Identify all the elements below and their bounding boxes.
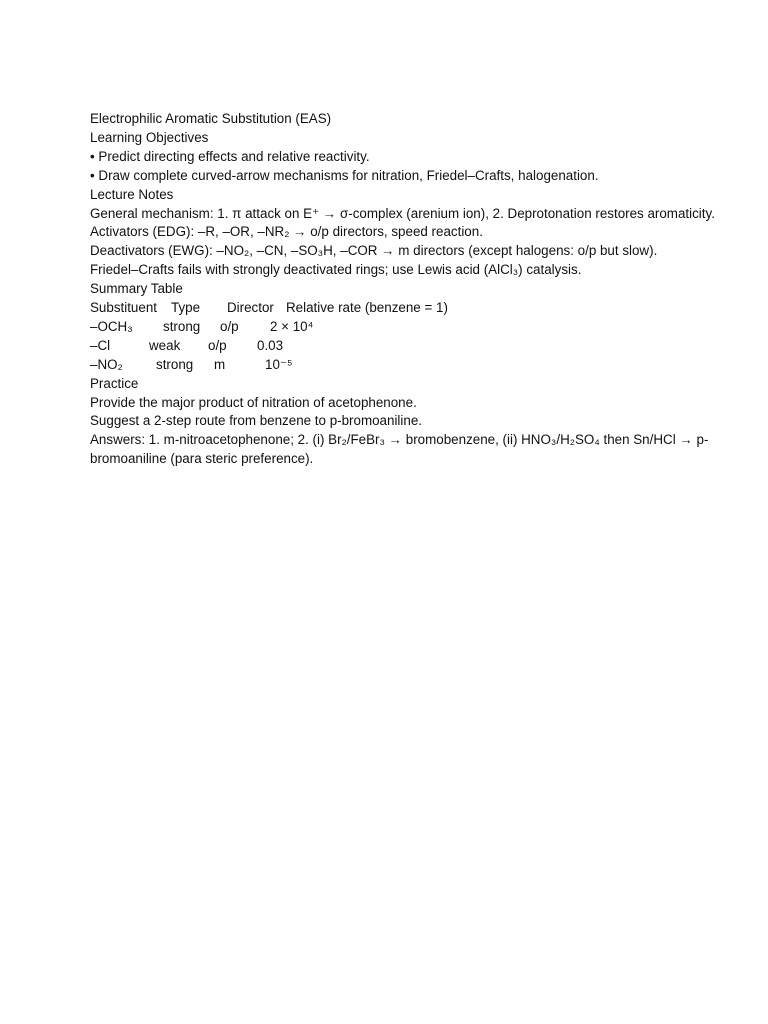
objective-item: • Draw complete curved-arrow mechanisms for nitration, Friedel–Crafts, halogenation. — [90, 167, 599, 183]
summary-table-header — [90, 299, 730, 318]
cell-type: strong — [156, 356, 194, 372]
header-director: Director — [227, 300, 274, 316]
objectives-heading: Learning Objectives — [90, 129, 209, 145]
practice-answers: Answers: 1. m-nitroacetophenone; 2. (i) Br₂/FeBr₃ → bromobenzene, (ii) HNO₃/H₂SO₄ then Sn/HCl → p-bromoaniline (para steric preference). — [90, 432, 709, 467]
table-row — [90, 356, 730, 375]
practice-question: Suggest a 2-step route from benzene to p-bromoaniline. — [90, 413, 422, 429]
objective-item: • Predict directing effects and relative reactivity. — [90, 148, 370, 164]
practice-heading: Practice — [90, 375, 139, 391]
document-title: Electrophilic Aromatic Substitution (EAS) — [90, 111, 332, 126]
cell-director: m — [214, 356, 226, 372]
activators-note: Activators (EDG): –R, –OR, –NR₂ → o/p directors, speed reaction. — [90, 224, 483, 240]
cell-relative-rate: 10⁻⁵ — [265, 356, 293, 372]
cell-director: o/p — [208, 337, 227, 353]
practice-question: Provide the major product of nitration of acetophenone. — [90, 394, 417, 410]
document-page — [90, 110, 730, 469]
header-relative-rate: Relative rate (benzene = 1) — [286, 300, 448, 316]
cell-relative-rate: 2 × 10⁴ — [270, 318, 314, 334]
summary-heading: Summary Table — [90, 281, 183, 297]
general-mechanism-note: General mechanism: 1. π attack on E⁺ → σ-complex (arenium ion), 2. Deprotonation restores aromaticity. — [90, 205, 715, 221]
table-row — [90, 318, 730, 337]
cell-type: strong — [163, 318, 201, 334]
cell-substituent: –NO₂ — [90, 356, 123, 372]
header-type: Type — [171, 300, 201, 316]
friedel-crafts-note: Friedel–Crafts fails with strongly deactivated rings; use Lewis acid (AlCl₃) catalysis. — [90, 262, 582, 278]
header-substituent: Substituent — [90, 300, 157, 316]
cell-relative-rate: 0.03 — [257, 337, 284, 353]
cell-substituent: –OCH₃ — [90, 318, 133, 334]
deactivators-note: Deactivators (EWG): –NO₂, –CN, –SO₃H, –COR → m directors (except halogens: o/p but slow). — [90, 243, 658, 259]
cell-type: weak — [149, 337, 181, 353]
cell-director: o/p — [220, 318, 239, 334]
cell-substituent: –Cl — [90, 337, 111, 353]
notes-heading: Lecture Notes — [90, 186, 174, 202]
table-row — [90, 337, 730, 356]
